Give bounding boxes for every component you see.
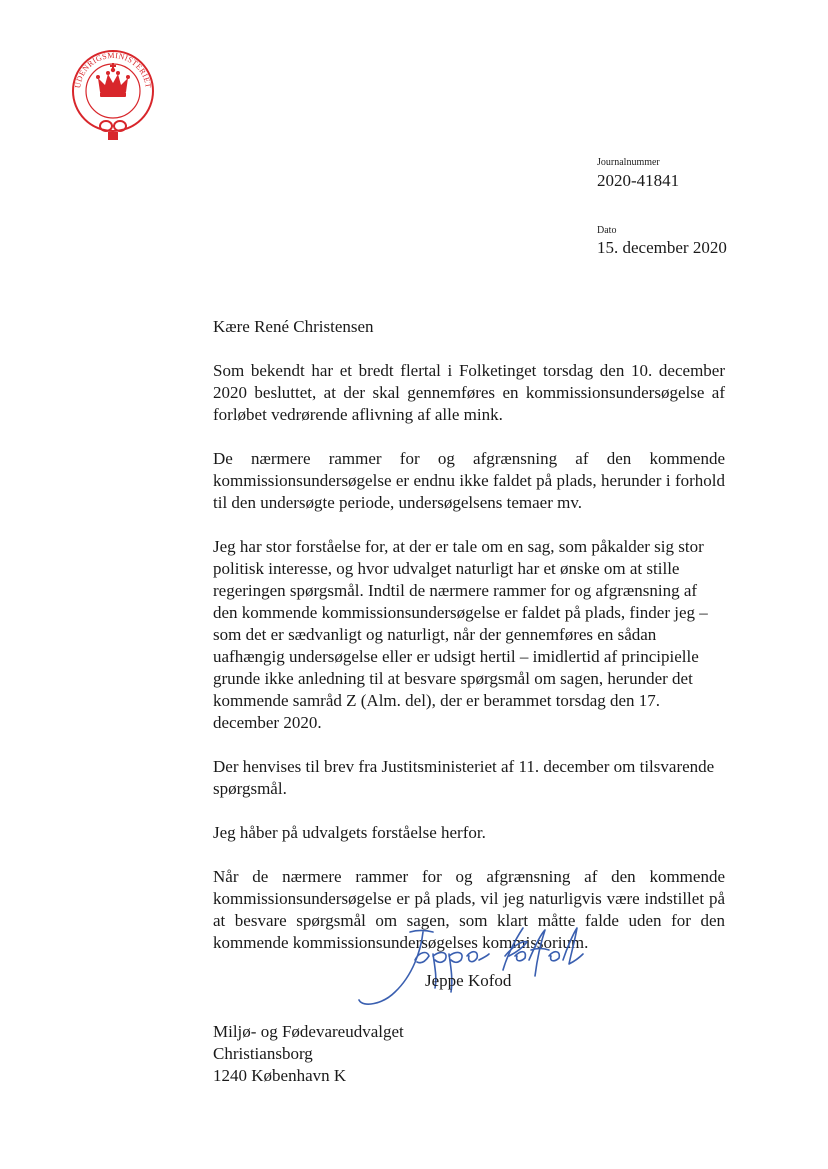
- paragraph-1: Som bekendt har et bredt flertal i Folketinget torsdag den 10. december 2020 besluttet, at der skal gennemføres en kommissionsundersøgelse af forløbet vedrørende aflivning af alle mink.: [213, 361, 725, 424]
- date-value: 15. december 2020: [597, 238, 727, 257]
- recipient-address: [213, 1021, 404, 1087]
- paragraph-6: Når de nærmere rammer for og afgrænsning af den kommende kommissionsundersøgelse er på plads, vil jeg naturligvis være indstillet på at besvare spørgsmål om sagen, som klart måtte falde uden for den kommende kommissionsundersøgelses kommissorium.: [213, 867, 725, 952]
- date-label: Dato: [597, 225, 617, 236]
- address-line-3: 1240 København K: [213, 1066, 347, 1085]
- seal-text: UDENRIGSMINISTERIET: [73, 50, 153, 89]
- address-line-2: Christiansborg: [213, 1044, 313, 1063]
- ministry-seal-logo: [70, 48, 156, 144]
- handwritten-signature: [355, 920, 585, 1010]
- paragraph-5: Jeg håber på udvalgets forståelse herfor.: [213, 823, 486, 842]
- paragraph-4: Der henvises til brev fra Justitsministeriet af 11. december om tilsvarende spørgsmål.: [213, 757, 715, 798]
- salutation: Kære René Christensen: [213, 317, 374, 336]
- letter-body: [213, 316, 725, 976]
- journal-number-value: 2020-41841: [597, 171, 680, 190]
- journal-number-label: Journalnummer: [597, 157, 660, 168]
- paragraph-2: De nærmere rammer for og afgrænsning af den kommende kommissionsundersøgelse er endnu ikke faldet på plads, herunder i forhold til den undersøgte periode, undersøgelsens temaer mv.: [213, 449, 725, 512]
- paragraph-3: Jeg har stor forståelse for, at der er tale om en sag, som påkalder sig stor politisk interesse, og hvor udvalget naturligt har et ønske om at stille regeringen spørgsmål. Indtil de nærmere rammer for og afgrænsning af den kommende kommissionsundersøgelse er faldet på plads, finder jeg – som det er sædvanligt og naturligt, når der gennemføres en sådan uafhængig undersøgelse eller er udsigt hertil – imidlertid af principielle grunde ikke anledning til at besvare spørgsmål om sagen, herunder det kommende samråd Z (Alm. del), der er berammet torsdag den 17. december 2020.: [213, 537, 708, 732]
- address-line-1: Miljø- og Fødevareudvalget: [213, 1022, 404, 1041]
- signer-name: Jeppe Kofod: [425, 971, 512, 990]
